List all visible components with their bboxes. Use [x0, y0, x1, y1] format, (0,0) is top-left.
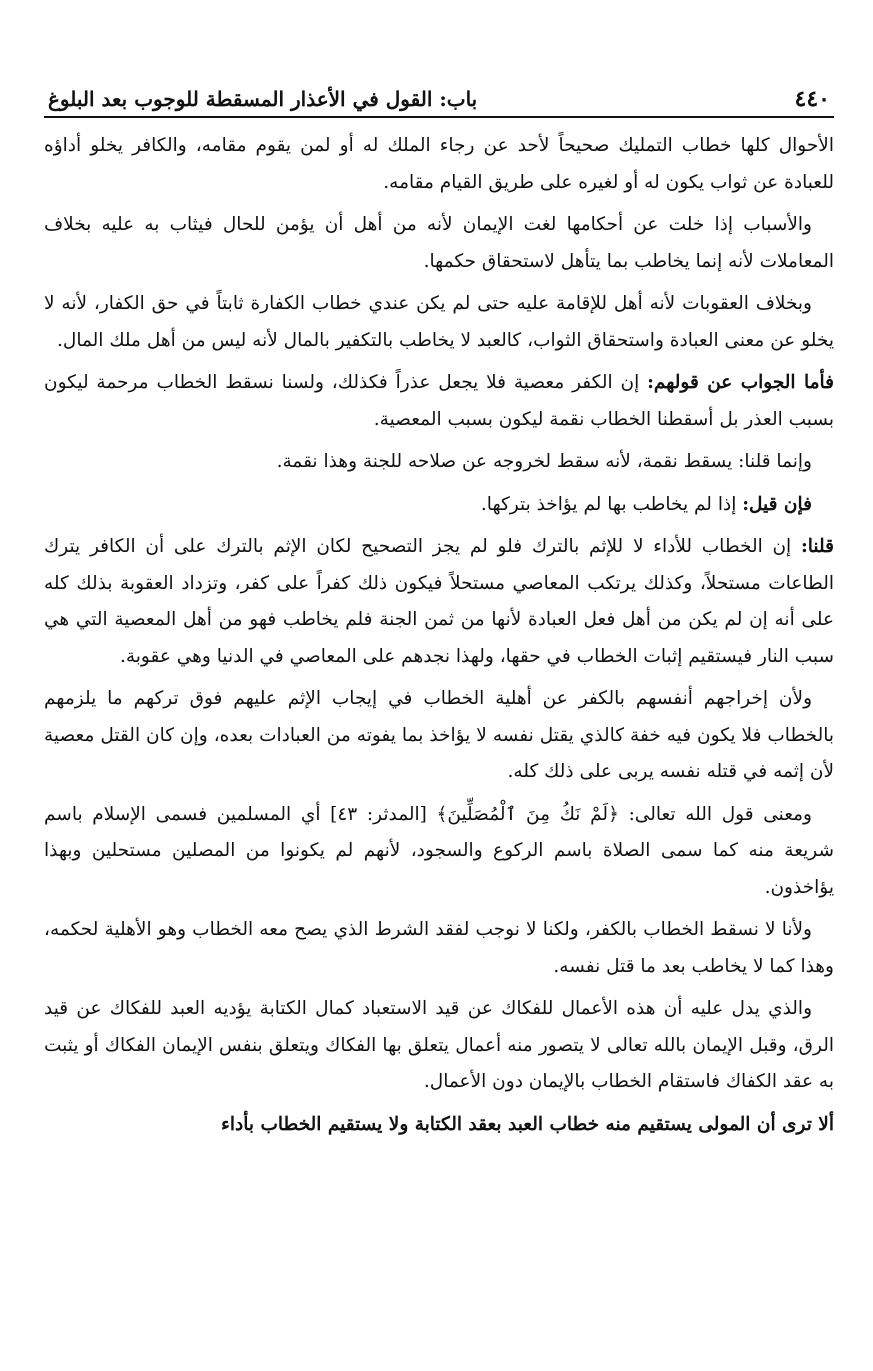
paragraph-5 — [44, 444, 834, 481]
page-number: ٤٤٠ — [794, 86, 830, 112]
body-text — [44, 128, 834, 1143]
paragraph-text: إذا لم يخاطب بها لم يؤاخذ بتركها. — [480, 493, 743, 515]
paragraph-2 — [44, 207, 834, 280]
header-rule — [44, 116, 834, 118]
paragraph-text: وبخلاف العقوبات لأنه أهل للإقامة عليه حتى لم يكن عندي خطاب الكفارة ثابتاً في حق الكفار، لأنه لا يخلو عن معنى العبادة واستحقاق الثواب، كالعبد لا يخاطب بالتكفير بالمال لأنه ليس من أهل ملك المال. — [44, 293, 834, 351]
paragraph-10 — [44, 912, 834, 985]
paragraph-12 — [44, 1107, 834, 1144]
paragraph-7 — [44, 529, 834, 675]
paragraph-text: والأسباب إذا خلت عن أحكامها لغت الإيمان لأنه من أهل أن يؤمن للحال فيثاب به عليه بخلاف المعاملات لأنه إنما يخاطب بما يتأهل لاستحقاق حكمها. — [44, 214, 834, 272]
paragraph-lead: فأما الجواب عن قولهم: — [647, 372, 834, 393]
paragraph-text: إن الخطاب للأداء لا للإثم بالترك فلو لم يجز التصحيح لكان الإثم بالترك على أن الكافر يترك الطاعات مستحلاً، وكذلك يرتكب المعاصي مستحلاً فيكون ذلك كفراً على كفر، وتزداد العقوبة بذلك كله على أنه إن لم يكن من أهل فعل العبادة لأنها من ثمن الجنة فلم يخاطب فهو من أهل المعصية التي هي سبب النار فيستقيم إثبات الخطاب في حقها، ولهذا نجدهم على المعاصي في الدنيا وهي عقوبة. — [44, 536, 834, 667]
paragraph-text: ومعنى قول الله تعالى: ﴿لَمْ نَكُ مِنَ ٱلْمُصَلِّينَ﴾ [المدثر: ٤٣] أي المسلمين فسمى الإسلام باسم شريعة منه كما سمى الصلاة باسم الركوع والسجود، لأنهم لم يكونوا من المصلين مستحلين وبهذا يؤاخذون. — [44, 803, 834, 898]
paragraph-3 — [44, 286, 834, 359]
paragraph-11 — [44, 991, 834, 1101]
paragraph-lead: فإن قيل: — [742, 493, 812, 515]
paragraph-9 — [44, 797, 834, 907]
page-header — [44, 72, 834, 116]
paragraph-1 — [44, 128, 834, 201]
book-page — [44, 72, 834, 1149]
paragraph-4 — [44, 365, 834, 438]
paragraph-text: ولأنا لا نسقط الخطاب بالكفر، ولكنا لا نوجب لفقد الشرط الذي يصح معه الخطاب وهو الأهلية لحكمه، وهذا كما لا يخاطب بعد ما قتل نفسه. — [44, 919, 834, 977]
paragraph-text: والذي يدل عليه أن هذه الأعمال للفكاك عن قيد الاستعباد كمال الكتابة يؤديه العبد للفكاك عن قيد الرق، وقبل الإيمان بالله تعالى لا يتصور منه أعمال يتعلق بها الفكاك ويتعلق بنفس الإيمان الفكاك أو يثبت به عقد الكفاك فاستقام الخطاب بالإيمان دون الأعمال. — [44, 998, 834, 1092]
paragraph-text: الأحوال كلها خطاب التمليك صحيحاً لأحد عن رجاء الملك له أو لمن يقوم مقامه، والكافر يخلو أداؤه للعبادة عن ثواب يكون له أو لغيره على طريق القيام مقامه. — [44, 135, 834, 193]
paragraph-6 — [44, 487, 834, 524]
paragraph-text: ولأن إخراجهم أنفسهم بالكفر عن أهلية الخطاب في إيجاب الإثم عليهم فوق تركهم ما يلزمهم بالخطاب فلا يكون فيه خفة كالذي يقتل نفسه لا يؤاخذ بما يفوته من العبادات بعده، وإن كان القتل معصية لأن إثمه في قتله نفسه يربى على ذلك كله. — [44, 688, 834, 782]
paragraph-lead: ألا ترى أن المولى يستقيم منه خطاب العبد بعقد الكتابة ولا يستقيم الخطاب بأداء — [221, 1113, 834, 1135]
paragraph-text: إن الكفر معصية فلا يجعل عذراً فكذلك، ولسنا نسقط الخطاب مرحمة ليكون بسبب العذر بل أسقطنا الخطاب نقمة ليكون بسبب المعصية. — [44, 372, 834, 430]
paragraph-lead: قلنا: — [800, 536, 834, 557]
running-title: باب: القول في الأعذار المسقطة للوجوب بعد البلوغ — [48, 87, 478, 111]
paragraph-8 — [44, 681, 834, 791]
paragraph-text: وإنما قلنا: يسقط نقمة، لأنه سقط لخروجه عن صلاحه للجنة وهذا نقمة. — [276, 451, 812, 472]
